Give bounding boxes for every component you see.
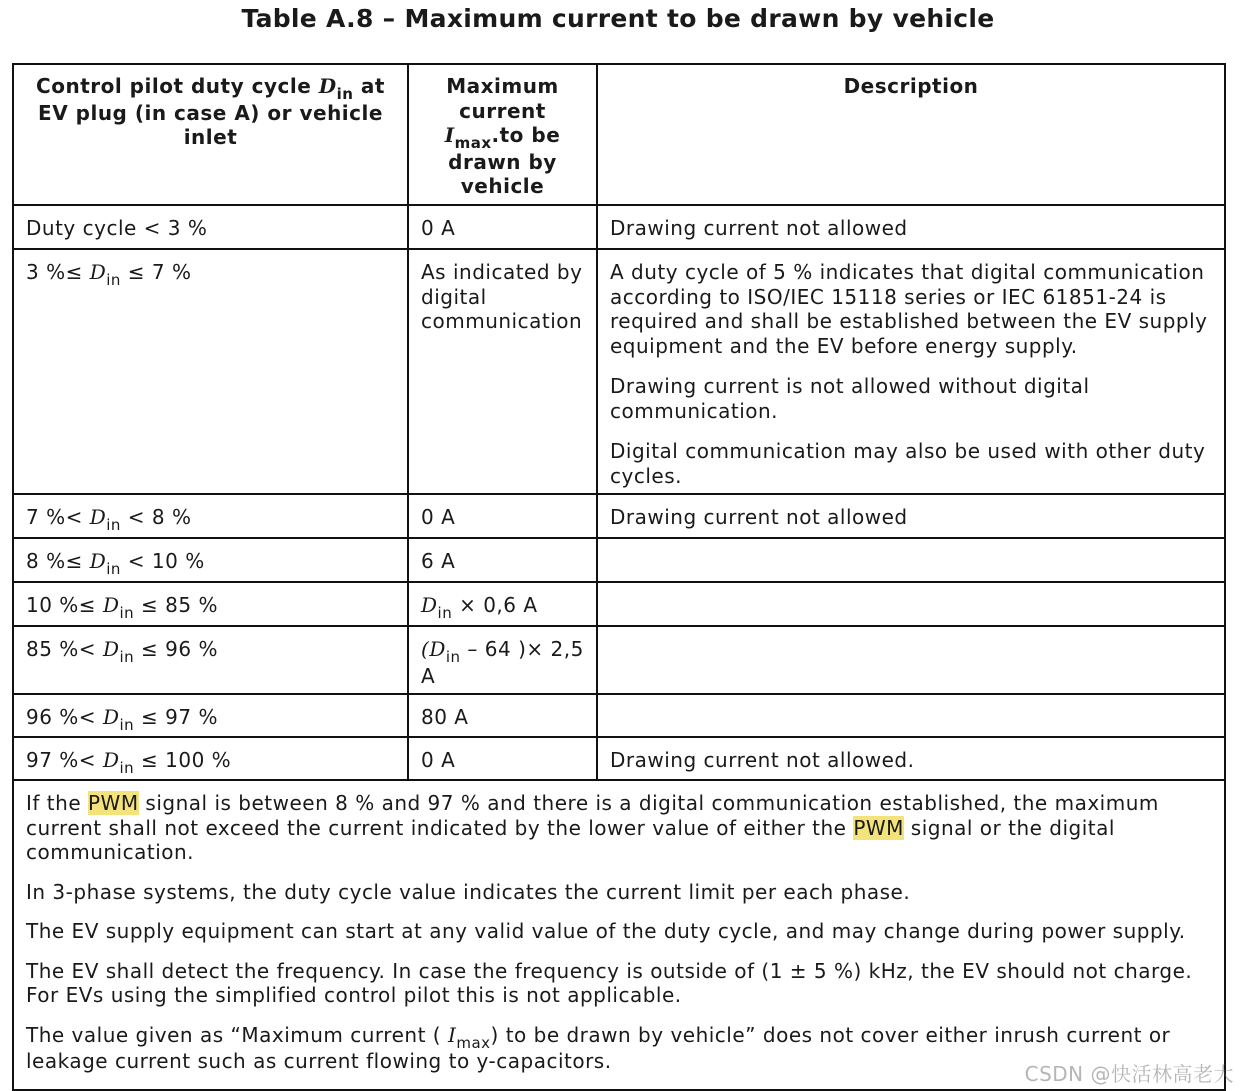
table-row (13, 582, 1225, 626)
note-start-value: The EV supply equipment can start at any valid value of the duty cycle, and may change during power supply. (26, 919, 1186, 943)
description-cell: Drawing current not allowed (597, 205, 1225, 249)
table-row (13, 737, 1225, 780)
table-row (13, 494, 1225, 538)
current-cell: 80 A (408, 694, 597, 737)
note-3-phase: In 3-phase systems, the duty cycle value indicates the current limit per each phase. (26, 879, 911, 904)
description-cell: Drawing current not allowed. (597, 737, 1225, 780)
header-duty-cycle: Control pilot duty cycle $D_{in}$ at EV plug (in case A) or vehicle inlet (13, 64, 408, 205)
table-row (13, 694, 1225, 737)
duty-cycle-cell: 3 %≤ $D_{in} \le 7$ % (13, 249, 408, 494)
note-inrush: The value given as “Maximum current ( $I_{max}$) to be drawn by vehicle” does not cover either inrush current or leakage current such as current flowing to y-capacitors. (26, 1022, 1171, 1073)
duty-cycle-cell: Duty cycle < 3 % (13, 205, 408, 249)
table-row (13, 249, 1225, 494)
duty-cycle-cell: 85 %< $D_{in} \le 96$ % (13, 626, 408, 694)
current-cell: ($D_{in} - 64$ )× 2,5 A (408, 626, 597, 694)
note-pwm: If the PWM signal is between 8 % and 97 % and there is a digital communication established, the maximum current shall not exceed the current indicated by the lower value of either the PWM signal or the digital communication. (26, 791, 1159, 864)
current-cell: 0 A (408, 205, 597, 249)
current-cell: 6 A (408, 538, 597, 582)
description-cell (597, 538, 1225, 582)
duty-cycle-cell: 7 %< $D_{in} < 8$ % (13, 494, 408, 538)
description-cell (597, 694, 1225, 737)
duty-cycle-cell: 10 %≤ $D_{in} \le 85$ % (13, 582, 408, 626)
current-cell: $D_{in} \times 0,6$ A (408, 582, 597, 626)
description-paragraph: Digital communication may also be used with other duty cycles. (610, 439, 1206, 488)
header-max-current: Maximum current $I_{max}.to$ be drawn by vehicle (408, 64, 597, 205)
header-row (13, 64, 1225, 205)
watermark: CSDN @快活林高老大 (1024, 1062, 1234, 1086)
table-title: Table A.8 – Maximum current to be drawn by vehicle (241, 4, 995, 33)
notes-cell (13, 780, 1225, 1090)
duty-cycle-cell: 8 %≤ $D_{in} < 10$ % (13, 538, 408, 582)
table-row (13, 205, 1225, 249)
description-cell: Drawing current not allowed (597, 494, 1225, 538)
duty-cycle-cell: 97 %< $D_{in} \le 100$ % (13, 737, 408, 780)
current-cell: 0 A (408, 494, 597, 538)
header-description: Description (597, 64, 1225, 205)
current-cell: 0 A (408, 737, 597, 780)
notes-row (13, 780, 1225, 1090)
description-cell (597, 582, 1225, 626)
pwm-highlight: PWM (853, 815, 904, 840)
description-cell (597, 626, 1225, 694)
max-current-table (12, 63, 1226, 1091)
table-row (13, 626, 1225, 694)
description-paragraph: Drawing current is not allowed without digital communication. (610, 374, 1090, 423)
pwm-highlight: PWM (87, 791, 139, 815)
table-row (13, 538, 1225, 582)
description-cell (597, 249, 1225, 494)
duty-cycle-cell: 96 %< $D_{in} \le 97$ % (13, 694, 408, 737)
note-frequency: The EV shall detect the frequency. In case the frequency is outside of (1 ± 5 %) kHz, the EV should not charge. For EVs using the simplified control pilot this is not applicable. (26, 958, 1193, 1007)
description-paragraph: A duty cycle of 5 % indicates that digital communication according to ISO/IEC 15118 series or IEC 61851-24 is required and shall be established between the EV supply equipment and the EV before energy supply. (610, 260, 1208, 358)
current-cell: As indicated by digital communication (408, 249, 597, 494)
